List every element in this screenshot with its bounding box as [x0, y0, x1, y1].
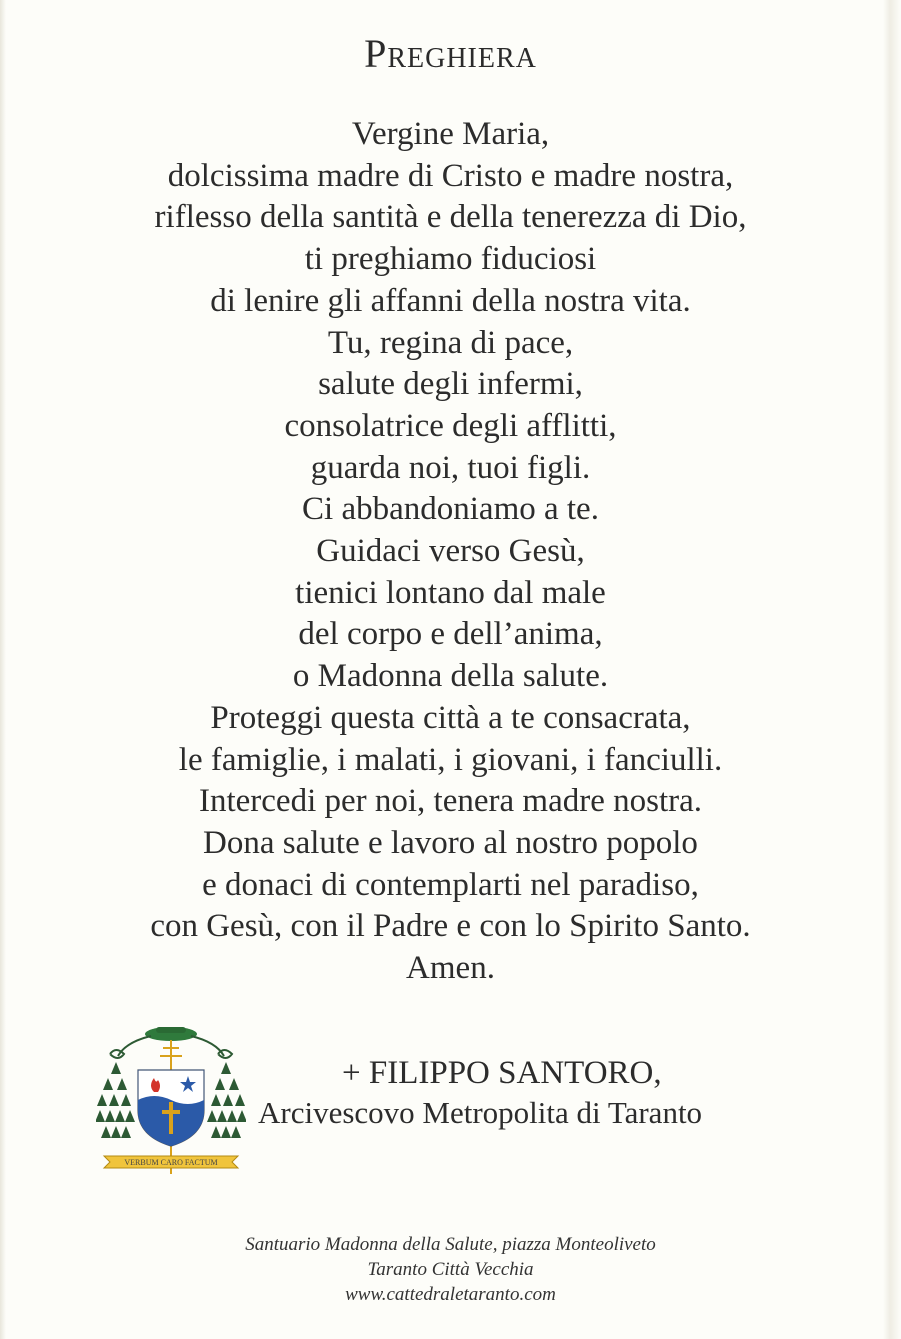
prayer-line: Intercedi per noi, tenera madre nostra. — [198, 783, 702, 820]
prayer-line: Guidaci verso Gesù, — [316, 533, 585, 570]
prayer-line: guarda noi, tuoi figli. — [310, 449, 591, 486]
prayer-line: Proteggi questa città a te consacrata, — [210, 699, 691, 736]
prayer-line: di lenire gli affanni della nostra vita. — [210, 282, 691, 319]
signature-block — [258, 1053, 798, 1133]
prayer-line: tienici lontano dal male — [295, 574, 606, 611]
prayer-line: con Gesù, con il Padre e con lo Spirito Santo. — [150, 908, 751, 945]
footer-address: Santuario Madonna della Salute, piazza Monteoliveto — [245, 1234, 656, 1255]
signature-title: Arcivescovo Metropolita di Taranto — [258, 1095, 703, 1130]
prayer-line: Tu, regina di pace, — [327, 324, 574, 361]
prayer-line: Amen. — [406, 950, 495, 987]
prayer-line: dolcissima madre di Cristo e madre nostra, — [167, 157, 734, 194]
prayer-text — [0, 114, 901, 990]
prayer-line: Ci abbandoniamo a te. — [302, 491, 599, 528]
prayer-line: del corpo e dell’anima, — [298, 616, 603, 653]
prayer-line: o Madonna della salute. — [292, 658, 609, 695]
prayer-line: ti preghiamo fiduciosi — [304, 241, 597, 278]
footer-city: Taranto Città Vecchia — [367, 1259, 534, 1280]
signature-name: + FILIPPO SANTORO, — [342, 1055, 662, 1091]
prayer-line: riflesso della santità e della tenerezza di Dio, — [154, 199, 747, 236]
prayer-line: consolatrice degli afflitti, — [284, 407, 617, 444]
prayer-line: Dona salute e lavoro al nostro popolo — [203, 824, 698, 861]
tassels-left — [96, 1062, 135, 1138]
prayer-title: Preghiera — [364, 31, 537, 76]
footer-website[interactable]: www.cattedraletaranto.com — [345, 1284, 556, 1305]
prayer-line: le famiglie, i malati, i giovani, i fanciulli. — [178, 741, 723, 778]
prayer-line: salute degli infermi, — [318, 366, 583, 403]
tassels-right — [207, 1062, 246, 1138]
footer — [0, 1232, 901, 1307]
motto-text: VERBUM CARO FACTUM — [124, 1158, 218, 1167]
archbishop-coat-of-arms — [96, 1022, 246, 1184]
prayer-line: Vergine Maria, — [351, 116, 550, 152]
prayer-line: e donaci di contemplarti nel paradiso, — [202, 866, 699, 903]
